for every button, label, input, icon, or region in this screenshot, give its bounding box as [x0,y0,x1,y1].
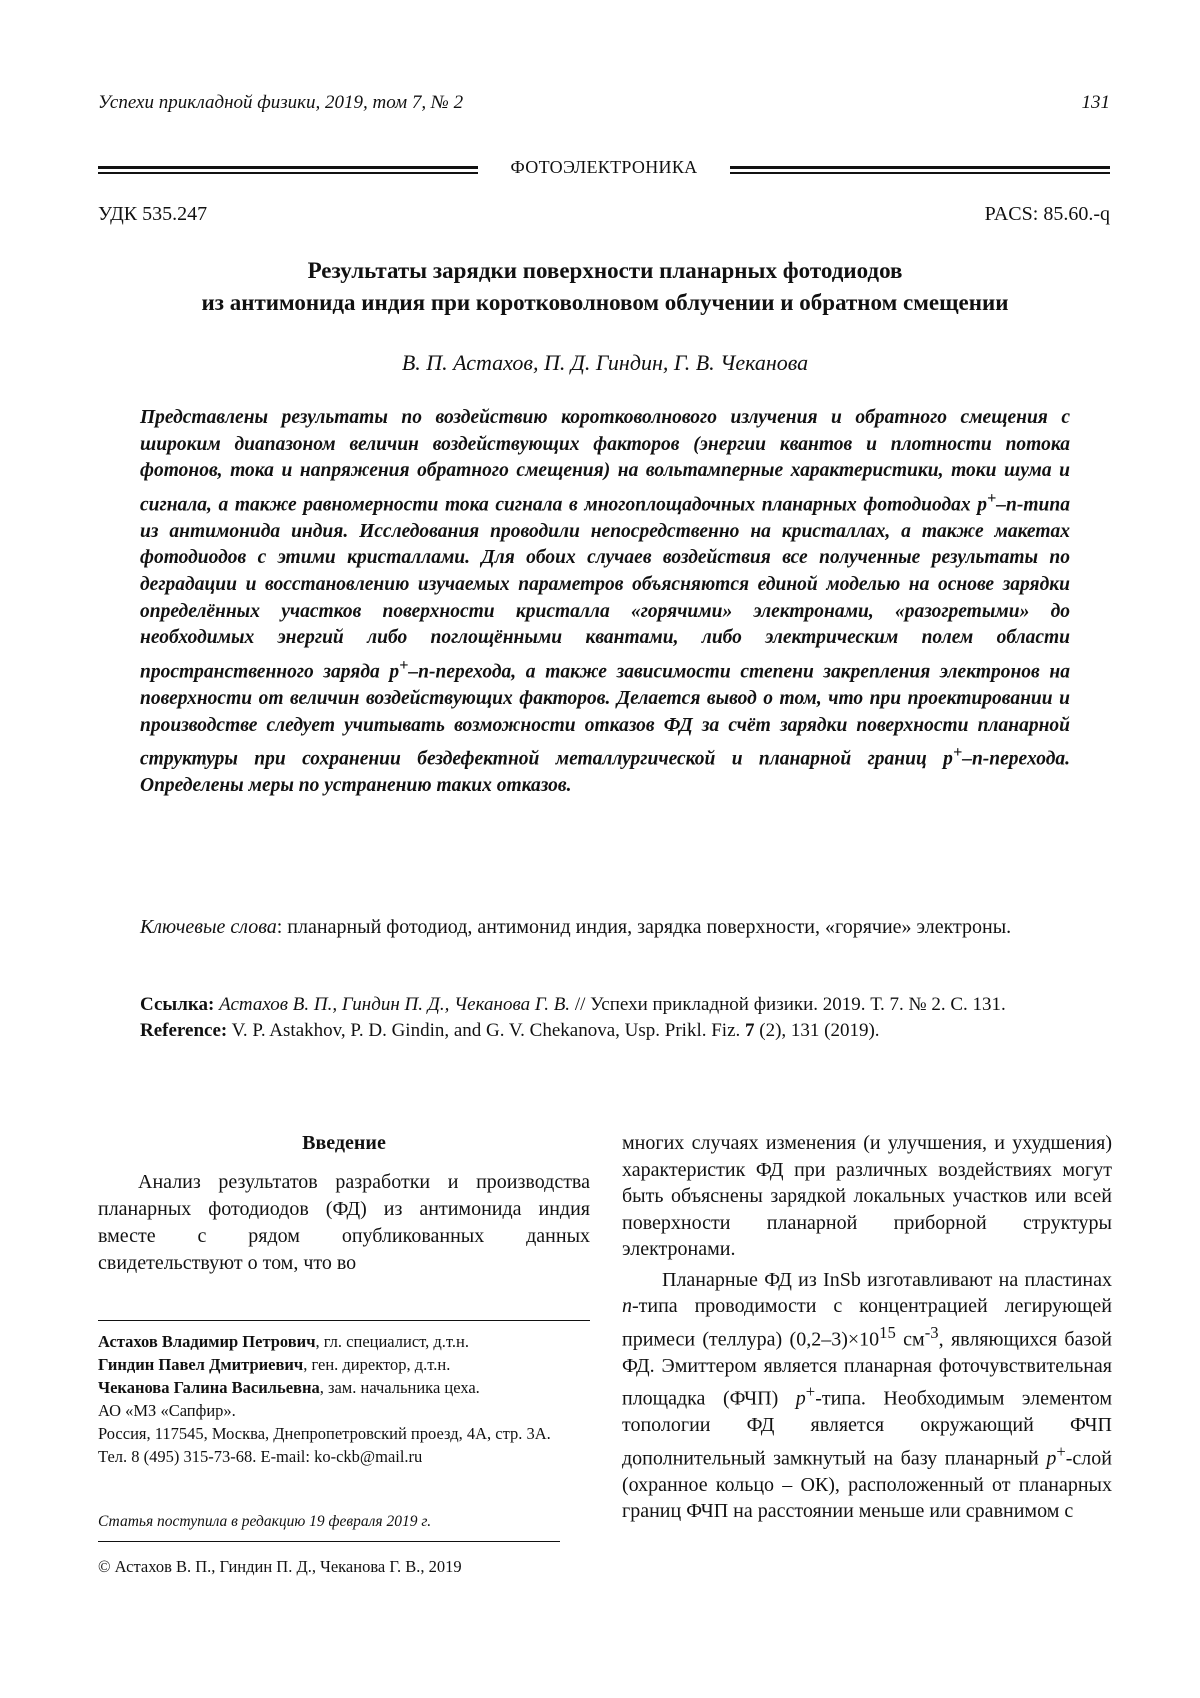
section-rule-right [730,166,1110,169]
superscript: 15 [879,1322,896,1342]
affiliation-org: АО «МЗ «Сапфир». [98,1401,236,1420]
abstract-part-2: –n-типа из антимонида индия. Исследования проводили непосредственно на кристаллах, а также макетах фотодиодов с этими кристаллами. Для обоих случаев воздействия все полученные результаты по деградации и восстановлению изучаемых параметров объясняются единой моделью на основе зарядки определённых участков поверхности кристалла «горячими» электронами, «разогретыми» до необходимых энергий либо поглощёнными квантами, либо электрическим полем области пространственного заряда p [140,494,1070,683]
right-paragraph-1: многих случаях изменения (и улучшения, и ухудшения) характеристик ФД при различных воздействиях могут быть объяснены зарядкой локальных участков или всей поверхности планарной приборной структуры электронами. [622,1132,1112,1260]
affiliation-contact: Тел. 8 (495) 315-73-68. E-mail: ko-ckb@mail.ru [98,1447,423,1466]
author-affiliation [98,1330,590,1468]
introduction-column [98,1130,590,1277]
footnote-rule [98,1320,590,1321]
citation-en-label: Reference: [140,1020,228,1041]
author-2-role: , ген. директор, д.т.н. [303,1355,451,1374]
text-run: p [1046,1447,1057,1470]
abstract-sup: + [952,743,963,762]
author-3-role: , зам. начальника цеха. [319,1378,480,1397]
text-run: p [795,1387,806,1410]
text-run: -типа. Необходимым элементом топологии ФД является окружающий ФЧП дополнительный замкнутый на базу планарный [622,1387,1113,1470]
citation-en [140,1018,1070,1044]
text-run: , являющихся базой ФД. Эмиттером является планарная фоточувствительная площадка (ФЧП) [622,1328,1112,1410]
citation [140,992,1070,1044]
author-1-role: , гл. специалист, д.т.н. [315,1332,469,1351]
copyright: © Астахов В. П., Гиндин П. Д., Чеканова Г. В., 2019 [98,1557,462,1576]
abstract-part-4: –n-перехода. Определены меры по устранению таких отказов. [140,748,1070,797]
citation-en-volume: 7 [745,1020,755,1041]
affiliation-author-1 [98,1330,590,1353]
introduction-heading: Введение [302,1132,386,1154]
text-run: n [622,1295,632,1317]
section-bar [98,157,1110,185]
keywords-label: Ключевые слова [140,916,277,938]
citation-ru [140,992,1070,1018]
citation-en-pre: V. P. Astakhov, P. D. Gindin, and G. V. Chekanova, Usp. Prikl. Fiz. [227,1020,745,1041]
title-line-2: из антимонида индия при коротковолновом облучении и обратном смещении [201,290,1009,315]
citation-ru-authors: Астахов В. П., Гиндин П. Д., Чеканова Г. В. [219,994,571,1015]
udk-code: УДК 535.247 [98,203,208,225]
running-head [98,92,1110,114]
abstract-part-3: –n-перехода, а также зависимости степени закрепления электронов на поверхности от величин воздействующих факторов. Делается вывод о том, что при проектировании и производстве следует учитывать возможности отказов ФД за счёт зарядки поверхности планарной структуры при сохранении бездефектной металлургической и планарной границ p [140,661,1070,770]
author-3-name: Чеканова Галина Васильевна [98,1378,320,1397]
author-1-name: Астахов Владимир Петрович [98,1332,316,1351]
copyright-rule [98,1541,560,1542]
keywords [140,913,1070,941]
superscript: + [805,1382,816,1402]
citation-ru-rest: // Успехи прикладной физики. 2019. Т. 7. № 2. С. 131. [570,994,1006,1015]
section-label: ФОТОЭЛЕКТРОНИКА [510,157,698,177]
superscript: -3 [924,1322,939,1342]
title-line-1: Результаты зарядки поверхности планарных фотодиодов [307,258,903,283]
abstract-sup: + [399,655,409,674]
right-paragraph-2 [622,1267,1112,1525]
pacs-code: PACS: 85.60.-q [984,203,1110,225]
superscript: + [1056,1441,1066,1461]
article-authors: В. П. Астахов, П. Д. Гиндин, Г. В. Чеканова [401,350,809,375]
text-run: -слой (охранное кольцо – ОК), расположенный от планарных границ ФЧП на расстоянии меньше или сравнимом с [622,1447,1112,1523]
affiliation-address: Россия, 117545, Москва, Днепропетровский проезд, 4А, стр. 3А. [98,1424,551,1443]
introduction-paragraph: Анализ результатов разработки и производства планарных фотодиодов (ФД) из антимонида индия вместе с рядом опубликованных данных свидетельствуют о том, что во [98,1171,590,1274]
keywords-text: : планарный фотодиод, антимонид индия, зарядка поверхности, «горячие» электроны. [276,916,1012,938]
right-column [622,1130,1112,1525]
text-run: см [895,1328,925,1351]
journal-name: Успехи прикладной физики, 2019, том 7, № 2 [98,92,464,113]
author-2-name: Гиндин Павел Дмитриевич [98,1355,304,1374]
article-title [80,255,1130,319]
affiliation-author-3 [98,1376,590,1399]
abstract-part-1: Представлены результаты по воздействию коротковолнового излучения и обратного смещения с широким диапазоном величин воздействующих факторов (энергии квантов и плотности потока фотонов, тока и напряжения обратного смещения) на вольтамперные характеристики, токи шума и сигнала, а также равномерности тока сигнала в многоплощадочных планарных фотодиодах p [140,407,1070,516]
page-number: 131 [1081,92,1110,113]
citation-ru-label: Ссылка: [140,994,215,1015]
abstract [140,405,1070,800]
abstract-sup: + [987,488,997,507]
text-run: -типа проводимости с концентрацией легирующей примеси (теллура) (0,2–3)×10 [622,1295,1112,1351]
citation-en-post: (2), 131 (2019). [754,1020,880,1041]
received-date: Статья поступила в редакцию 19 февраля 2019 г. [98,1513,432,1530]
text-run: Планарные ФД из InSb изготавливают на пластинах [662,1268,1112,1291]
affiliation-author-2 [98,1353,590,1376]
